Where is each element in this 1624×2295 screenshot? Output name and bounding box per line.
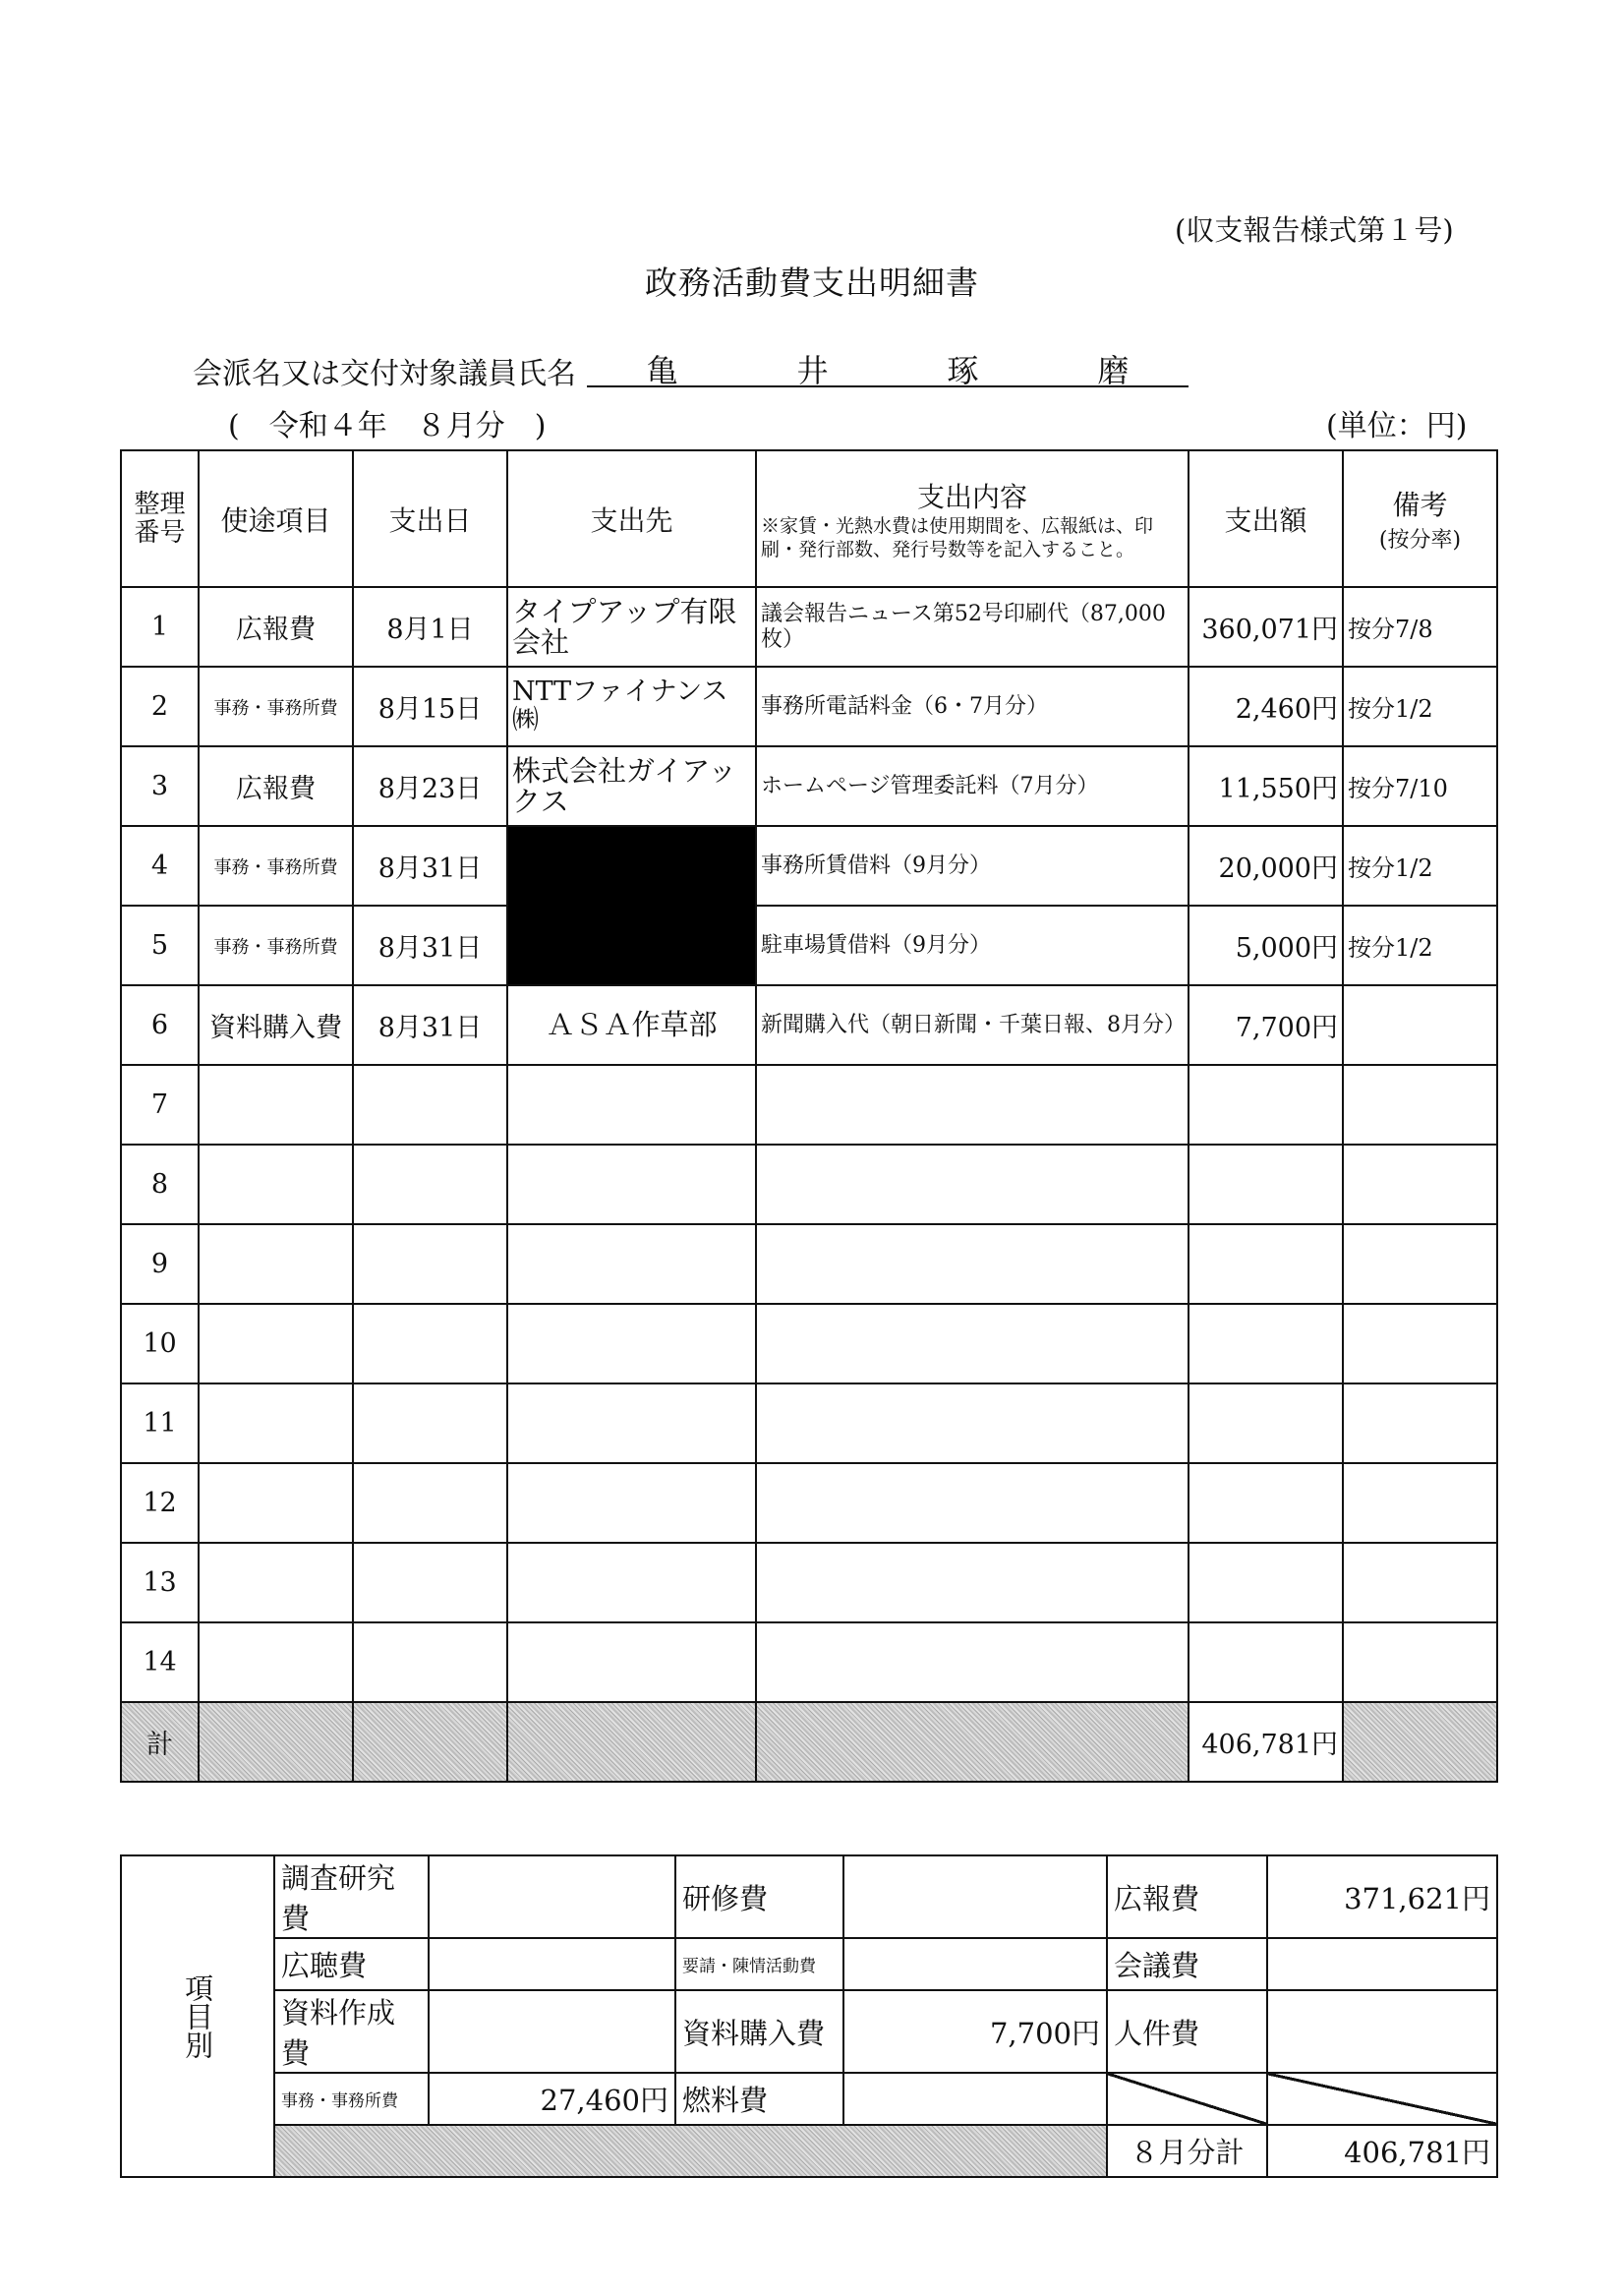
header-no: 整理番号 xyxy=(121,450,199,587)
redacted-payee xyxy=(507,826,756,985)
row-note: 按分1/2 xyxy=(1343,906,1497,985)
summary-value-training xyxy=(843,1855,1107,1938)
table-row xyxy=(121,667,1497,746)
row-date xyxy=(353,1224,507,1304)
unit-label: (単位：円) xyxy=(1326,409,1468,443)
row-note xyxy=(1343,1224,1497,1304)
member-name xyxy=(587,346,1189,387)
row-payee xyxy=(507,1145,756,1224)
row-category xyxy=(199,1224,353,1304)
summary-label-materials-purchase: 資料購入費 xyxy=(675,1990,843,2073)
row-no: 11 xyxy=(121,1383,199,1463)
strike-cell xyxy=(1267,2073,1497,2125)
header-note-main: 備考 xyxy=(1392,489,1448,521)
row-description xyxy=(756,1622,1189,1702)
table-row xyxy=(121,906,1497,985)
row-payee: タイプアップ有限会社 xyxy=(507,587,756,667)
row-description: 議会報告ニュース第52号印刷代（87,000枚） xyxy=(756,587,1189,667)
summary-label-fuel: 燃料費 xyxy=(675,2073,843,2125)
header-amount: 支出額 xyxy=(1189,450,1343,587)
total-amount: 406,781円 xyxy=(1189,1702,1343,1782)
header-payee: 支出先 xyxy=(507,450,756,587)
header-note xyxy=(1343,450,1497,587)
summary-row xyxy=(121,1938,1497,1990)
row-description xyxy=(756,1543,1189,1622)
summary-value-materials-making xyxy=(429,1990,675,2073)
row-date: 8月31日 xyxy=(353,985,507,1065)
row-date: 8月31日 xyxy=(353,826,507,906)
row-no: 5 xyxy=(121,906,199,985)
row-payee: 株式会社ガイアックス xyxy=(507,746,756,826)
row-date xyxy=(353,1383,507,1463)
name-char: 磨 xyxy=(1097,352,1130,389)
row-amount xyxy=(1189,1145,1343,1224)
summary-label-personnel: 人件費 xyxy=(1107,1990,1267,2073)
row-description xyxy=(756,1304,1189,1383)
name-label: 会派名又は交付対象議員氏名 xyxy=(193,357,576,391)
summary-value-personnel xyxy=(1267,1990,1497,2073)
row-description: 新聞購入代（朝日新聞・千葉日報、8月分） xyxy=(756,985,1189,1065)
row-date xyxy=(353,1463,507,1543)
row-payee xyxy=(507,1224,756,1304)
row-description xyxy=(756,1224,1189,1304)
name-char: 井 xyxy=(796,352,829,389)
row-amount xyxy=(1189,1543,1343,1622)
header-description-note: ※家賃・光熱水費は使用期間を、広報紙は、印刷・発行部数、発行号数等を記入すること。 xyxy=(761,514,1154,560)
row-note: 按分7/10 xyxy=(1343,746,1497,826)
header-date: 支出日 xyxy=(353,450,507,587)
row-note xyxy=(1343,1304,1497,1383)
summary-side-label: 項目別 xyxy=(121,1855,274,2177)
row-note xyxy=(1343,1065,1497,1145)
summary-label-office: 事務・事務所費 xyxy=(274,2073,429,2125)
row-amount: 360,071円 xyxy=(1189,587,1343,667)
table-row xyxy=(121,1622,1497,1702)
row-note: 按分1/2 xyxy=(1343,826,1497,906)
table-row xyxy=(121,1224,1497,1304)
row-payee xyxy=(507,1383,756,1463)
row-description xyxy=(756,1383,1189,1463)
row-note xyxy=(1343,1622,1497,1702)
summary-value-petition xyxy=(843,1938,1107,1990)
row-no: 12 xyxy=(121,1463,199,1543)
row-date xyxy=(353,1304,507,1383)
row-no: 7 xyxy=(121,1065,199,1145)
row-note xyxy=(1343,985,1497,1065)
table-row xyxy=(121,1543,1497,1622)
summary-label-pr: 広報費 xyxy=(1107,1855,1267,1938)
row-category xyxy=(199,1543,353,1622)
row-description: 事務所電話料金（6・7月分） xyxy=(756,667,1189,746)
row-note xyxy=(1343,1463,1497,1543)
table-row xyxy=(121,587,1497,667)
row-amount: 7,700円 xyxy=(1189,985,1343,1065)
row-payee xyxy=(507,1304,756,1383)
row-amount: 11,550円 xyxy=(1189,746,1343,826)
row-date xyxy=(353,1622,507,1702)
row-no: 1 xyxy=(121,587,199,667)
summary-label-meeting: 会議費 xyxy=(1107,1938,1267,1990)
total-label: 計 xyxy=(121,1702,199,1782)
row-no: 2 xyxy=(121,667,199,746)
row-amount: 20,000円 xyxy=(1189,826,1343,906)
shaded-cell xyxy=(199,1702,353,1782)
row-category xyxy=(199,1463,353,1543)
table-row xyxy=(121,826,1497,906)
row-date: 8月31日 xyxy=(353,906,507,985)
row-payee xyxy=(507,1065,756,1145)
shaded-cell xyxy=(274,2125,1107,2177)
row-category: 事務・事務所費 xyxy=(199,826,353,906)
row-category: 事務・事務所費 xyxy=(199,667,353,746)
row-amount xyxy=(1189,1065,1343,1145)
summary-value-hearing xyxy=(429,1938,675,1990)
name-char: 亀 xyxy=(646,352,678,389)
table-row xyxy=(121,1383,1497,1463)
page-title: 政務活動費支出明細書 xyxy=(645,264,979,302)
row-amount xyxy=(1189,1304,1343,1383)
summary-table xyxy=(120,1854,1498,2178)
table-row xyxy=(121,1463,1497,1543)
row-payee xyxy=(507,1543,756,1622)
summary-value-meeting xyxy=(1267,1938,1497,1990)
summary-value-materials-purchase: 7,700円 xyxy=(843,1990,1107,2073)
total-row xyxy=(121,1702,1497,1782)
row-note: 按分1/2 xyxy=(1343,667,1497,746)
name-char: 琢 xyxy=(947,352,979,389)
header-description xyxy=(756,450,1189,587)
summary-value-office: 27,460円 xyxy=(429,2073,675,2125)
row-amount: 5,000円 xyxy=(1189,906,1343,985)
row-no: 10 xyxy=(121,1304,199,1383)
row-payee xyxy=(507,1622,756,1702)
summary-row xyxy=(121,2125,1497,2177)
row-note: 按分7/8 xyxy=(1343,587,1497,667)
summary-value-month-total: 406,781円 xyxy=(1267,2125,1497,2177)
row-category xyxy=(199,1145,353,1224)
header-row xyxy=(121,450,1497,587)
row-payee: NTTファイナンス㈱ xyxy=(507,667,756,746)
row-date xyxy=(353,1065,507,1145)
row-note xyxy=(1343,1145,1497,1224)
header-description-main: 支出内容 xyxy=(916,480,1027,513)
form-id: (収支報告様式第１号) xyxy=(1175,213,1454,247)
row-description: 駐車場賃借料（9月分） xyxy=(756,906,1189,985)
row-description xyxy=(756,1463,1189,1543)
row-no: 3 xyxy=(121,746,199,826)
row-description: 事務所賃借料（9月分） xyxy=(756,826,1189,906)
row-category xyxy=(199,1065,353,1145)
row-no: 13 xyxy=(121,1543,199,1622)
table-row xyxy=(121,746,1497,826)
row-category xyxy=(199,1304,353,1383)
row-date: 8月23日 xyxy=(353,746,507,826)
row-no: 8 xyxy=(121,1145,199,1224)
table-row xyxy=(121,985,1497,1065)
shaded-cell xyxy=(756,1702,1189,1782)
row-date xyxy=(353,1145,507,1224)
summary-label-month-total: ８月分計 xyxy=(1107,2125,1267,2177)
summary-value-research xyxy=(429,1855,675,1938)
summary-row xyxy=(121,1990,1497,2073)
row-no: 6 xyxy=(121,985,199,1065)
row-description: ホームページ管理委託料（7月分） xyxy=(756,746,1189,826)
summary-value-fuel xyxy=(843,2073,1107,2125)
row-amount: 2,460円 xyxy=(1189,667,1343,746)
row-category: 資料購入費 xyxy=(199,985,353,1065)
row-no: 9 xyxy=(121,1224,199,1304)
summary-row xyxy=(121,2073,1497,2125)
shaded-cell xyxy=(507,1702,756,1782)
summary-label-research: 調査研究費 xyxy=(274,1855,429,1938)
row-date xyxy=(353,1543,507,1622)
summary-value-pr: 371,621円 xyxy=(1267,1855,1497,1938)
table-row xyxy=(121,1065,1497,1145)
expense-table xyxy=(120,449,1498,1783)
summary-row xyxy=(121,1855,1497,1938)
summary-label-training: 研修費 xyxy=(675,1855,843,1938)
period: ( 令和４年 ８月分 ) xyxy=(228,409,547,443)
summary-label-petition: 要請・陳情活動費 xyxy=(675,1938,843,1990)
row-category: 広報費 xyxy=(199,587,353,667)
row-category xyxy=(199,1383,353,1463)
header-category: 使途項目 xyxy=(199,450,353,587)
row-category: 事務・事務所費 xyxy=(199,906,353,985)
row-description xyxy=(756,1145,1189,1224)
row-no: 4 xyxy=(121,826,199,906)
summary-label-materials-making: 資料作成費 xyxy=(274,1990,429,2073)
row-description xyxy=(756,1065,1189,1145)
summary-label-hearing: 広聴費 xyxy=(274,1938,429,1990)
row-date: 8月15日 xyxy=(353,667,507,746)
row-amount xyxy=(1189,1622,1343,1702)
row-no: 14 xyxy=(121,1622,199,1702)
shaded-cell xyxy=(353,1702,507,1782)
table-row xyxy=(121,1145,1497,1224)
row-note xyxy=(1343,1383,1497,1463)
row-amount xyxy=(1189,1383,1343,1463)
shaded-cell xyxy=(1343,1702,1497,1782)
header-note-sub: (按分率) xyxy=(1378,528,1462,553)
row-amount xyxy=(1189,1463,1343,1543)
row-category: 広報費 xyxy=(199,746,353,826)
strike-cell xyxy=(1107,2073,1267,2125)
table-row xyxy=(121,1304,1497,1383)
row-date: 8月1日 xyxy=(353,587,507,667)
row-payee xyxy=(507,1463,756,1543)
row-payee: ＡＳＡ作草部 xyxy=(507,985,756,1065)
row-amount xyxy=(1189,1224,1343,1304)
row-note xyxy=(1343,1543,1497,1622)
row-category xyxy=(199,1622,353,1702)
